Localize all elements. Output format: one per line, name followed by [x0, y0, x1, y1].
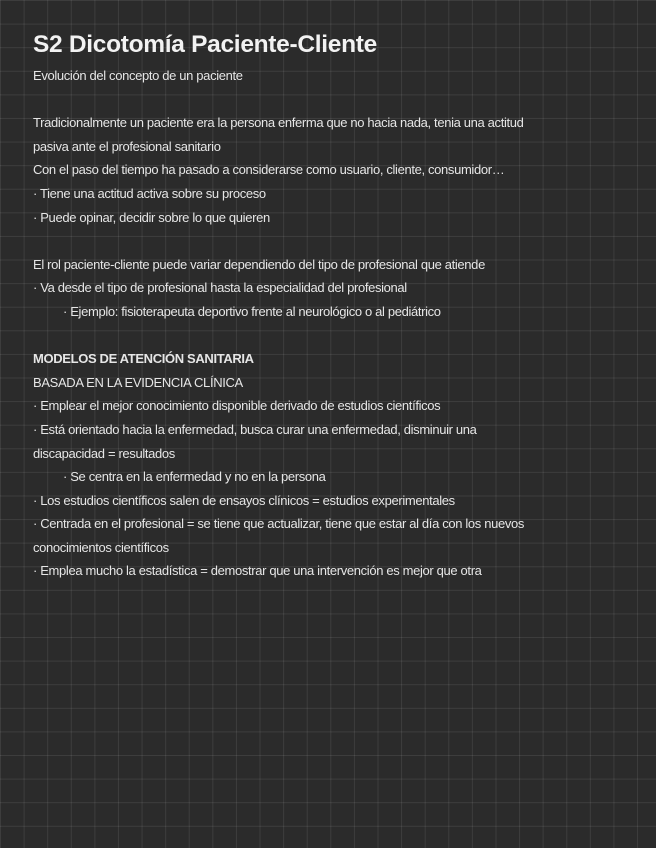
section-subheading: BASADA EN LA EVIDENCIA CLÍNICA [33, 374, 243, 390]
page-subtitle: Evolución del concepto de un paciente [33, 68, 243, 83]
note-page [33, 28, 633, 583]
paragraph-line: pasiva ante el profesional sanitario [33, 138, 221, 154]
bullet-item: · Puede opinar, decidir sobre lo que quieren [33, 209, 270, 225]
bullet-item: · Emplear el mejor conocimiento disponible derivado de estudios científicos [33, 398, 441, 414]
paragraph-line: Tradicionalmente un paciente era la persona enferma que no hacia nada, tenia una actitud [33, 115, 524, 131]
spacer [33, 324, 633, 348]
bullet-continuation: conocimientos científicos [33, 539, 169, 555]
sub-bullet-item: · Ejemplo: fisioterapeuta deportivo frente al neurológico o al pediátrico [63, 303, 441, 319]
paragraph-line: El rol paciente-cliente puede variar dependiendo del tipo de profesional que atiende [33, 256, 485, 272]
page-title: S2 Dicotomía Paciente-Cliente [33, 31, 377, 58]
bullet-item: · Está orientado hacia la enfermedad, busca curar una enfermedad, disminuir una [33, 421, 477, 437]
bullet-item: · Los estudios científicos salen de ensayos clínicos = estudios experimentales [33, 492, 455, 508]
bullet-item: · Centrada en el profesional = se tiene que actualizar, tiene que estar al día con los nuevos [33, 516, 525, 532]
bullet-continuation: discapacidad = resultados [33, 445, 175, 461]
bullet-item: · Tiene una actitud activa sobre su proceso [33, 185, 266, 201]
spacer [33, 229, 633, 253]
bullet-item: · Emplea mucho la estadística = demostrar que una intervención es mejor que otra [33, 563, 482, 579]
sub-bullet-item: · Se centra en la enfermedad y no en la persona [63, 469, 326, 485]
section-heading: MODELOS DE ATENCIÓN SANITARIA [33, 351, 254, 367]
bullet-item: · Va desde el tipo de profesional hasta la especialidad del profesional [33, 280, 407, 296]
spacer [33, 88, 633, 112]
paragraph-line: Con el paso del tiempo ha pasado a considerarse como usuario, cliente, consumidor… [33, 162, 505, 178]
